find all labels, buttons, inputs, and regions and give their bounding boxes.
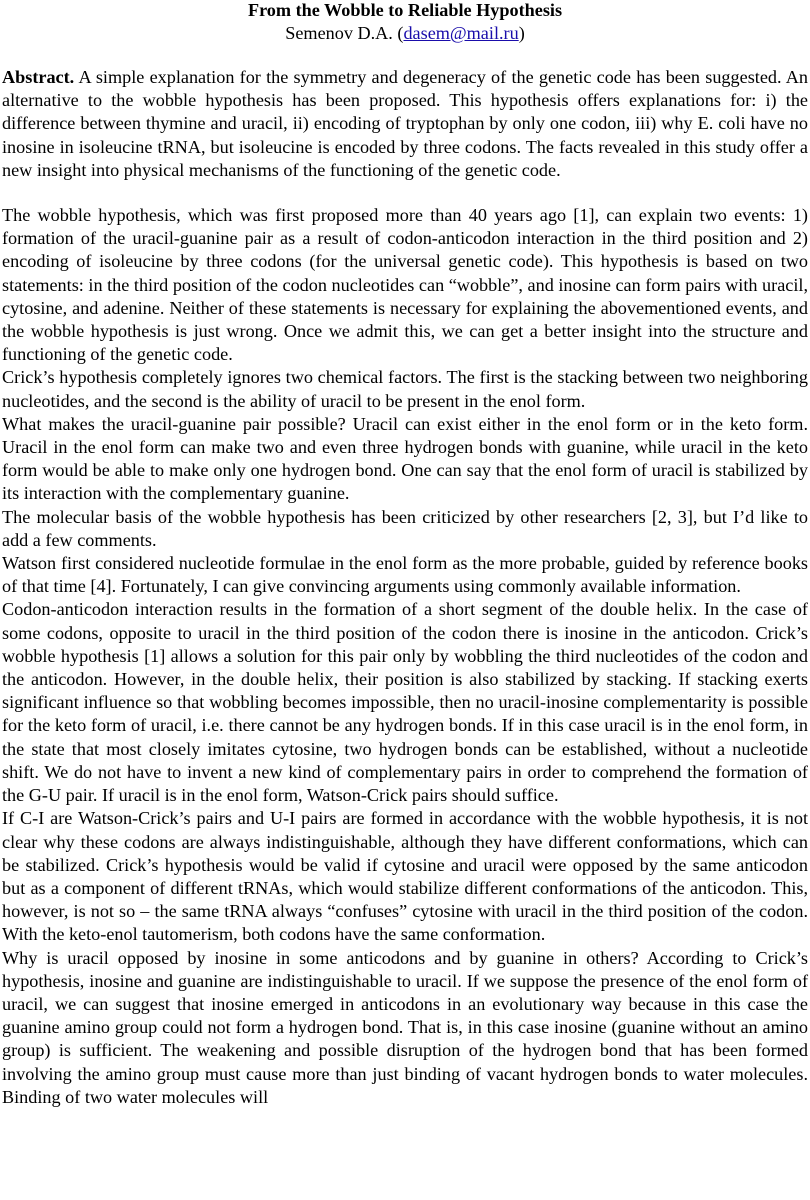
body-paragraph-5: Watson first considered nucleotide formulae in the enol form as the more probable, guided by reference books of that time [4]. Fortunately, I can give convincing arguments using commonly available information. [2,553,808,597]
author-name: Semenov D.A. [285,23,393,43]
abstract [2,66,808,182]
author-email-link[interactable]: dasem@mail.ru [403,23,519,43]
abstract-text: A simple explanation for the symmetry and degeneracy of the genetic code has been suggested. An alternative to the wobble hypothesis has been proposed. This hypothesis offers explanations for: i) the difference between thymine and uracil, ii) encoding of tryptophan by only one codon, iii) why E. coli have no inosine in isoleucine tRNA, but isoleucine is encoded by three codons. The facts revealed in this study offer a new insight into physical mechanisms of the functioning of the genetic code. [2,67,808,180]
body-paragraph-1: The wobble hypothesis, which was first proposed more than 40 years ago [1], can explain two events: 1) formation of the uracil-guanine pair as a result of codon-anticodon interaction in the third position and 2) encoding of isoleucine by three codons (for the universal genetic code). This hypothesis is based on two statements: in the third position of the codon nucleotides can “wobble”, and inosine can form pairs with uracil, cytosine, and adenine. Neither of these statements is necessary for explaining the abovementioned events, and the wobble hypothesis is just wrong. Once we admit this, we can get a better insight into the structure and functioning of the genetic code. [2,205,808,365]
body-paragraph-2: Crick’s hypothesis completely ignores two chemical factors. The first is the stacking between two neighboring nucleotides, and the second is the ability of uracil to be present in the enol form. [2,367,808,411]
author-line: Semenov D.A. (dasem@mail.ru) [285,23,525,43]
body-paragraph-6: Codon-anticodon interaction results in the formation of a short segment of the double helix. In the case of some codons, opposite to uracil in the third position of the codon there is inosine in the anticodon. Crick’s wobble hypothesis [1] allows a solution for this pair only by wobbling the third nucleotides of the codon and the anticodon. However, in the double helix, their position is also stabilized by stacking. If stacking exerts significant influence so that wobbling becomes impossible, then no uracil-inosine complementarity is possible for the keto form of uracil, i.e. there cannot be any hydrogen bonds. If in this case uracil is in the enol form, in the state that most closely imitates cytosine, two hydrogen bonds can be established, without a nucleotide shift. We do not have to invent a new kind of complementary pairs in order to comprehend the formation of the G-U pair. If uracil is in the enol form, Watson-Crick pairs should suffice. [2,599,808,806]
body-paragraph-3: What makes the uracil-guanine pair possible? Uracil can exist either in the enol form or in the keto form. Uracil in the enol form can make two and even three hydrogen bonds with guanine, while uracil in the keto form would be able to make only one hydrogen bond. One can say that the enol form of uracil is stabilized by its interaction with the complementary guanine. [2,413,808,504]
body-paragraph-4: The molecular basis of the wobble hypothesis has been criticized by other researchers [2, 3], but I’d like to add a few comments. [2,506,808,550]
section-gap [2,182,808,204]
body-paragraph-7: If C-I are Watson-Crick’s pairs and U-I pairs are formed in accordance with the wobble hypothesis, it is not clear why these codons are always indistinguishable, although they have different conformations, which can be stabilized. Crick’s hypothesis would be valid if cytosine and uracil were opposed by the same anticodon but as a component of different tRNAs, which would stabilize different conformations of the anticodon. This, however, is not so – the same tRNA always “confuses” cytosine with uracil in the third position of the codon. With the keto-enol tautomerism, both codons have the same conformation. [2,808,808,945]
body-paragraph-8: Why is uracil opposed by inosine in some anticodons and by guanine in others? According to Crick’s hypothesis, inosine and guanine are indistinguishable to uracil. If we suppose the presence of the enol form of uracil, we can suggest that inosine emerged in anticodons in an evolutionary way because in this case the guanine amino group could not form a hydrogen bond. That is, in this case inosine (guanine without an amino group) is sufficient. The weakening and possible disruption of the hydrogen bond that has been formed involving the amino group must cause more than just binding of vacant hydrogen bonds to water molecules. Binding of two water molecules will [2,947,808,1107]
abstract-label: Abstract. [2,67,75,87]
paper-title: From the Wobble to Reliable Hypothesis [247,0,563,20]
